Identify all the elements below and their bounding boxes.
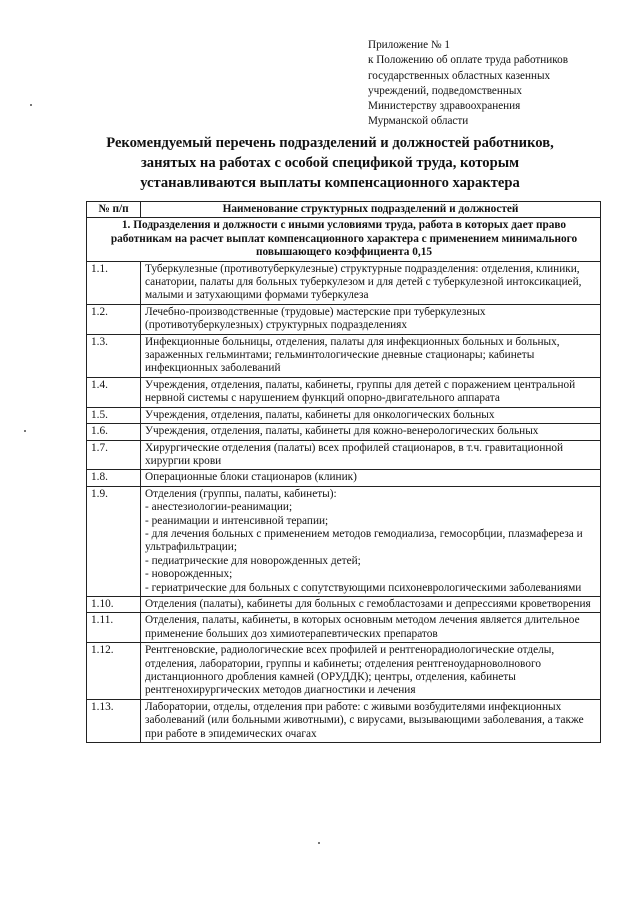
row-text-list	[141, 486, 601, 596]
appendix-line: к Положению об оплате труда работников	[368, 54, 569, 67]
title-line: устанавливаются выплаты компенсационного характера	[140, 175, 520, 191]
list-line: - гериатрические для больных с сопутствующими психоневрологическими заболеваниями	[145, 581, 582, 594]
table-row	[87, 613, 601, 643]
row-number: 1.5.	[87, 407, 141, 423]
appendix-line: учреждений, подведомственных	[368, 84, 522, 97]
list-line: - новорожденных;	[145, 568, 233, 581]
table-row	[87, 486, 601, 596]
row-text: Отделения (палаты), кабинеты для больных с гемобластозами и депрессиями кроветворения	[141, 596, 601, 612]
header-number: № п/п	[87, 202, 141, 218]
table-row	[87, 407, 601, 423]
row-text: Учреждения, отделения, палаты, кабинеты для онкологических больных	[141, 407, 601, 423]
section-row	[87, 218, 601, 261]
list-line: - педиатрические для новорожденных детей;	[145, 554, 361, 567]
table-row	[87, 440, 601, 470]
table-row	[87, 377, 601, 407]
row-text: Туберкулезные (противотуберкулезные) структурные подразделения: отделения, клиники, санатории, палаты для больных туберкулезом и для детей с туберкулезной интоксикацией, малыми и затухающими формами туберкулеза	[141, 261, 601, 304]
table-row	[87, 424, 601, 440]
row-number: 1.10.	[87, 596, 141, 612]
scan-speck	[24, 430, 26, 432]
row-number: 1.12.	[87, 643, 141, 700]
table-row	[87, 470, 601, 486]
appendix-line: Мурманской области	[368, 115, 469, 128]
list-line: - анестезиологии-реанимации;	[145, 501, 293, 514]
scan-speck	[318, 842, 320, 844]
row-text: Отделения, палаты, кабинеты, в которых основным методом лечения является длительное применение больших доз химиотерапевтических препаратов	[141, 613, 601, 643]
row-number: 1.9.	[87, 486, 141, 596]
appendix-line: Министерству здравоохранения	[368, 100, 521, 113]
list-line: - реанимации и интенсивной терапии;	[145, 514, 329, 527]
table-header-row	[87, 202, 601, 218]
row-number: 1.4.	[87, 377, 141, 407]
row-text: Лаборатории, отделы, отделения при работе: с живыми возбудителями инфекционных заболеваний (или больными животными), с вирусами, вызывающими заболевания, а также при работе в эпидемических очагах	[141, 699, 601, 742]
positions-table	[86, 201, 601, 743]
row-text: Учреждения, отделения, палаты, кабинеты для кожно-венерологических больных	[141, 424, 601, 440]
table-row	[87, 643, 601, 700]
row-text: Лечебно-производственные (трудовые) мастерские при туберкулезных (противотуберкулезных) структурных подразделениях	[141, 304, 601, 334]
title-line: занятых на работах с особой спецификой труда, которым	[140, 155, 520, 171]
document-title	[70, 133, 590, 193]
appendix-note	[368, 38, 630, 130]
row-number: 1.6.	[87, 424, 141, 440]
row-number: 1.1.	[87, 261, 141, 304]
list-line: Отделения (группы, палаты, кабинеты):	[145, 487, 337, 500]
row-number: 1.8.	[87, 470, 141, 486]
header-name: Наименование структурных подразделений и должностей	[141, 202, 601, 218]
row-number: 1.11.	[87, 613, 141, 643]
appendix-line: Приложение № 1	[368, 39, 450, 51]
appendix-line: государственных областных казенных	[368, 69, 551, 82]
row-number: 1.13.	[87, 699, 141, 742]
row-number: 1.3.	[87, 334, 141, 377]
table-row	[87, 334, 601, 377]
table-row	[87, 261, 601, 304]
row-number: 1.7.	[87, 440, 141, 470]
row-text: Инфекционные больницы, отделения, палаты для инфекционных больных и больных, зараженных гельминтами; гельминтологические дневные стационары; кабинеты инфекционных заболеваний	[141, 334, 601, 377]
row-number: 1.2.	[87, 304, 141, 334]
table-row	[87, 304, 601, 334]
row-text: Учреждения, отделения, палаты, кабинеты, группы для детей с поражением центральной нервной системы с нарушением функций опорно-двигательного аппарата	[141, 377, 601, 407]
list-line: - для лечения больных с применением методов гемодиализа, гемосорбции, плазмафереза и ультрафильтрации;	[145, 527, 583, 554]
section-title: 1. Подразделения и должности с иными условиями труда, работа в которых дает право работникам на расчет выплат компенсационного характера с применением минимального повышающего коэффициента 0,15	[87, 218, 601, 261]
row-text: Хирургические отделения (палаты) всех профилей стационаров, в т.ч. гравитационной хирургии крови	[141, 440, 601, 470]
row-text: Рентгеновские, радиологические всех профилей и рентгенорадиологические отделы, отделения, лаборатории, группы и кабинеты; отделения рентгеноударноволнового дистанционного дробления камней (ОРУДДК); центры, отделения, кабинеты рентгенохирургических методов диагностики и лечения	[141, 643, 601, 700]
table-row	[87, 596, 601, 612]
table-row	[87, 699, 601, 742]
title-line: Рекомендуемый перечень подразделений и должностей работников,	[106, 135, 554, 151]
row-text: Операционные блоки стационаров (клиник)	[141, 470, 601, 486]
scan-speck	[30, 104, 32, 106]
